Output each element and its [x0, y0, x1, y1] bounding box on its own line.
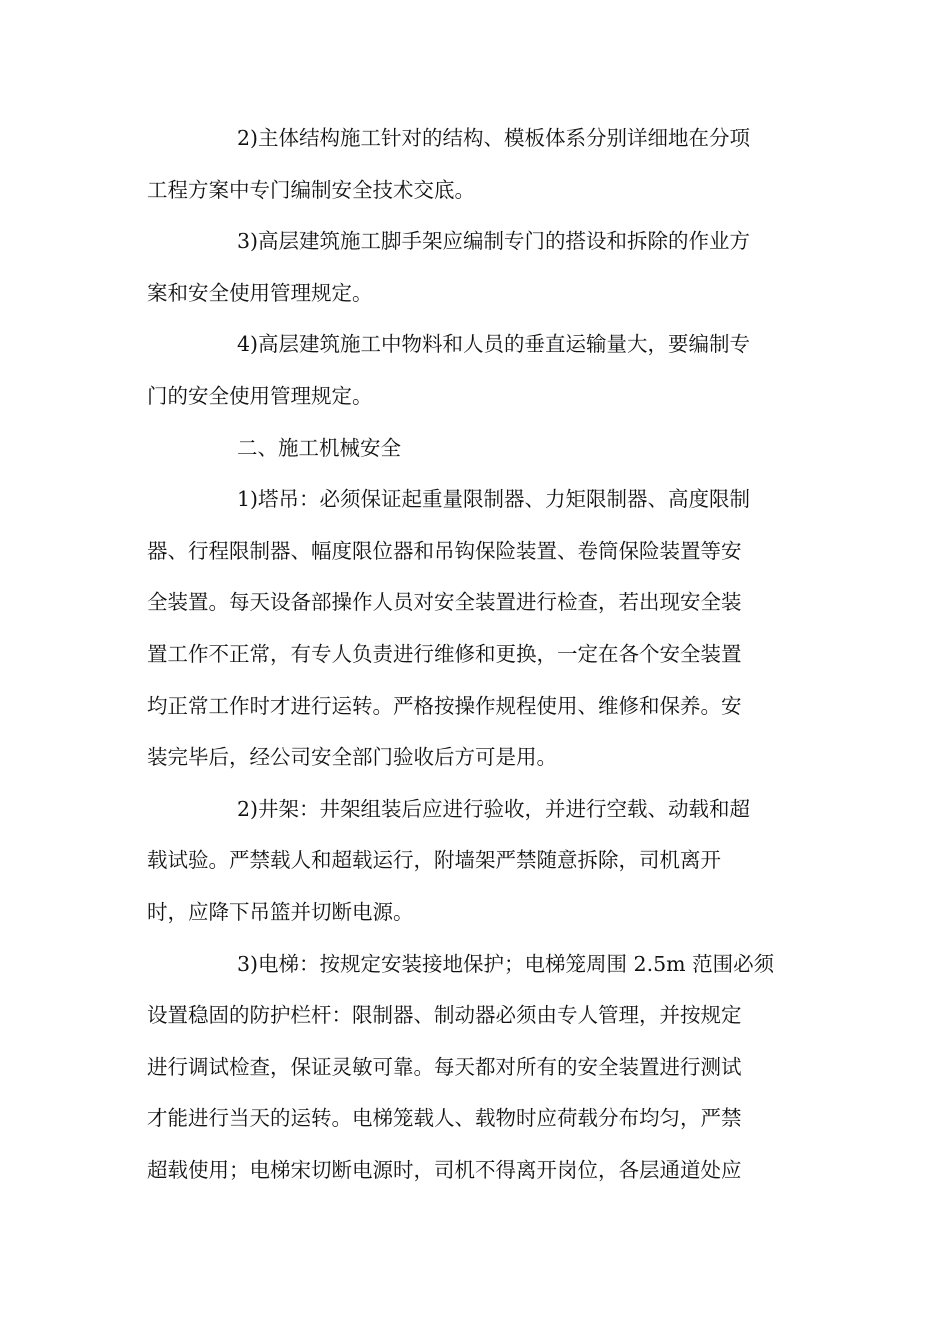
paragraph-line: 1)塔吊：必须保证起重量限制器、力矩限制器、高度限制: [237, 487, 751, 512]
paragraph-line: 进行调试检查，保证灵敏可靠。每天都对所有的安全装置进行测试: [147, 1054, 742, 1079]
paragraph-line: 案和安全使用管理规定。: [147, 280, 373, 305]
paragraph-line: 均正常工作时才进行运转。严格按操作规程使用、维修和保养。安: [147, 693, 742, 718]
document-body: [147, 118, 803, 1201]
paragraph-line: 器、行程限制器、幅度限位器和吊钩保险装置、卷筒保险装置等安: [147, 538, 742, 563]
paragraph-line: 设置稳固的防护栏杆：限制器、制动器必须由专人管理，并按规定: [147, 1003, 742, 1028]
paragraph-line: 才能进行当天的运转。电梯笼载人、载物时应荷载分布均匀，严禁: [147, 1106, 742, 1131]
paragraph-line: 超载使用；电梯宋切断电源时，司机不得离开岗位，各层通道处应: [147, 1157, 742, 1182]
paragraph-line: 3)电梯：按规定安装接地保护；电梯笼周围 2.5m 范围必须: [237, 951, 775, 976]
paragraph-line: 时，应降下吊篮并切断电源。: [147, 899, 414, 924]
paragraph-line: 载试验。严禁载人和超载运行，附墙架严禁随意拆除，司机离开: [147, 848, 721, 873]
paragraph-line: 置工作不正常，有专人负责进行维修和更换，一定在各个安全装置: [147, 641, 742, 666]
paragraph-line: 装完毕后，经公司安全部门验收后方可是用。: [147, 745, 557, 770]
paragraph-line: 2)井架：井架组装后应进行验收，并进行空载、动载和超: [237, 796, 751, 821]
paragraph-line: 3)高层建筑施工脚手架应编制专门的搭设和拆除的作业方: [237, 229, 751, 254]
paragraph-line: 工程方案中专门编制安全技术交底。: [147, 177, 475, 202]
paragraph-line: 门的安全使用管理规定。: [147, 383, 373, 408]
paragraph-line: 2)主体结构施工针对的结构、模板体系分别详细地在分项: [237, 126, 751, 150]
paragraph-line: 4)高层建筑施工中物料和人员的垂直运输量大，要编制专: [237, 332, 751, 357]
section-heading: 二、施工机械安全: [237, 435, 401, 460]
paragraph-line: 全装置。每天设备部操作人员对安全装置进行检查，若出现安全装: [147, 590, 742, 615]
